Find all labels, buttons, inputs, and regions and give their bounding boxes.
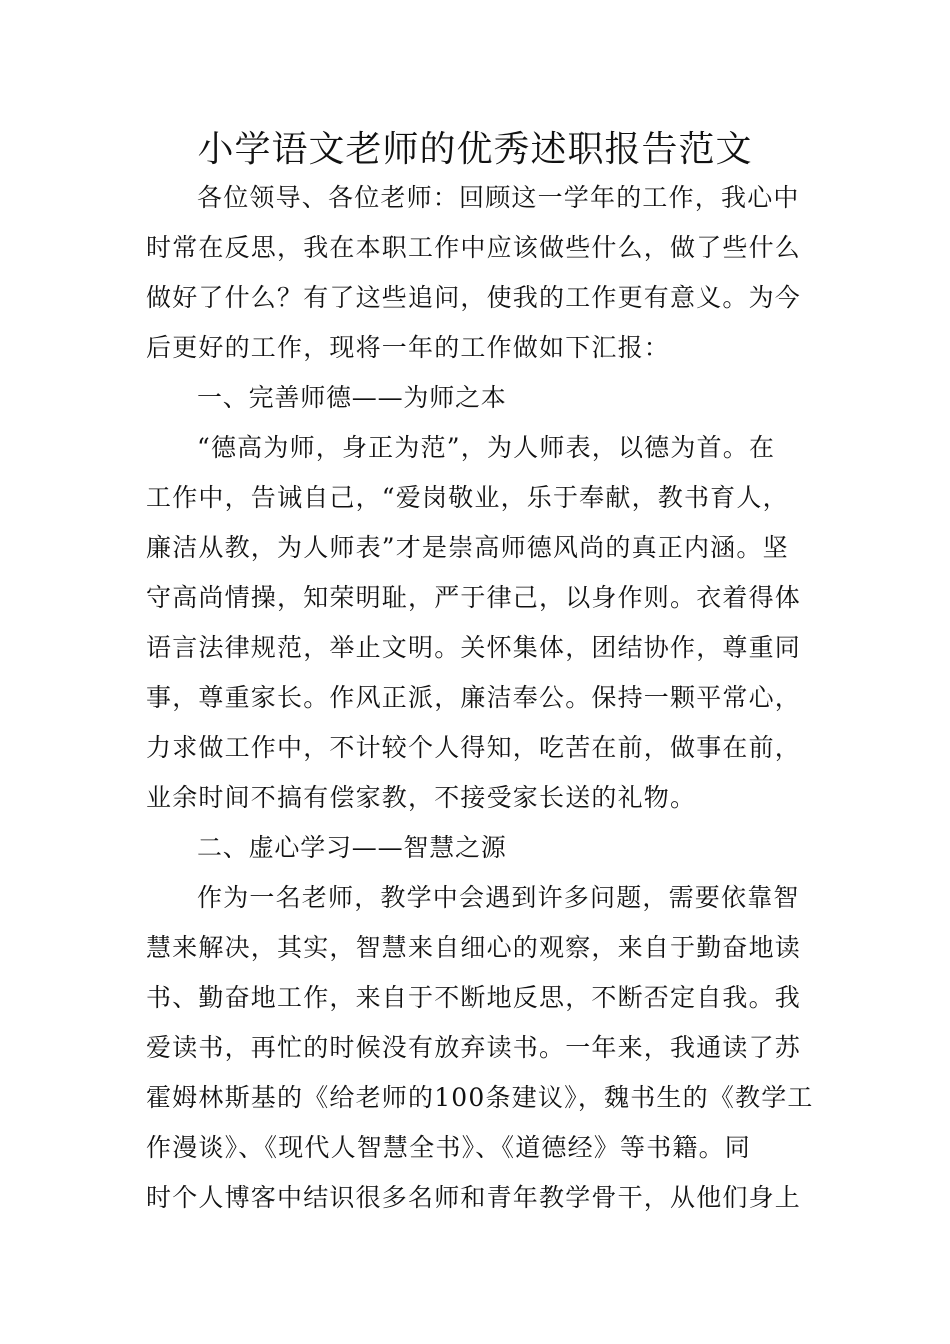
paragraph-line: 力求做工作中，不计较个人得知，吃苦在前，做事在前， — [146, 733, 802, 762]
paragraph-line: 守高尚情操，知荣明耻，严于律己，以身作则。衣着得体 — [146, 583, 802, 612]
paragraph-line: 后更好的工作，现将一年的工作做如下汇报： — [146, 333, 671, 362]
paragraph-line: 时常在反思，我在本职工作中应该做些什么，做了些什么 — [146, 233, 802, 262]
paragraph-line: 语言法律规范，举止文明。关怀集体，团结协作，尊重同 — [146, 633, 802, 662]
paragraph-line: 工作中，告诫自己，“爱岗敬业，乐于奉献，教书育人， — [146, 483, 789, 512]
paragraph-line: 爱读书，再忙的时候没有放弃读书。一年来，我通读了苏 — [146, 1033, 802, 1062]
paragraph-line: 作漫谈》、《现代人智慧全书》、《道德经》等书籍。同 — [146, 1133, 752, 1162]
paragraph-line: 作为一名老师，教学中会遇到许多问题，需要依靠智 — [197, 883, 800, 912]
section-heading: 二、虚心学习——智慧之源 — [197, 833, 507, 862]
paragraph-line: 慧来解决，其实，智慧来自细心的观察，来自于勤奋地读 — [146, 933, 802, 962]
section-heading: 一、完善师德——为师之本 — [197, 383, 507, 412]
paragraph-line: “德高为师，身正为范”，为人师表，以德为首。在 — [197, 433, 776, 462]
paragraph-line: 事，尊重家长。作风正派，廉洁奉公。保持一颗平常心， — [146, 683, 802, 712]
paragraph-line: 业余时间不搞有偿家教，不接受家长送的礼物。 — [146, 783, 697, 812]
paragraph-line: 做好了什么？有了这些追问，使我的工作更有意义。为今 — [146, 283, 802, 312]
paragraph-line: 霍姆林斯基的《给老师的100条建议》，魏书生的《教学工 — [146, 1083, 814, 1112]
paragraph-line: 廉洁从教，为人师表”才是崇高师德风尚的真正内涵。坚 — [146, 533, 789, 562]
paragraph-line: 时个人博客中结识很多名师和青年教学骨干，从他们身上 — [146, 1183, 802, 1212]
document-title: 小学语文老师的优秀述职报告范文 — [197, 129, 753, 170]
paragraph-line: 各位领导、各位老师：回顾这一学年的工作，我心中 — [197, 183, 800, 212]
paragraph-line: 书、勤奋地工作，来自于不断地反思，不断否定自我。我 — [146, 983, 802, 1012]
